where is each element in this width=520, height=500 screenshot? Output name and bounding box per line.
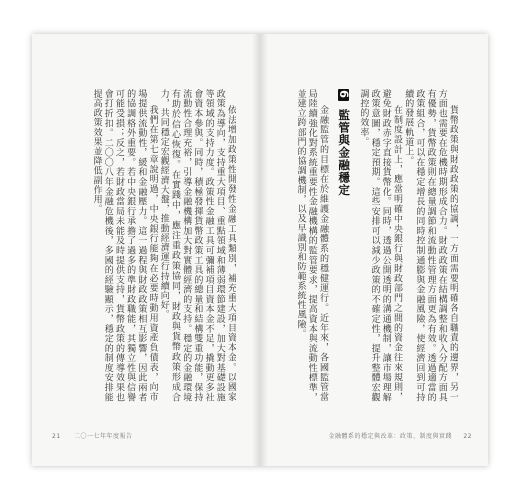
paragraph: 金融監管的目標在於維護金融體系的穩健運行。近年來，各國監管當局陸續強化對系統重要性金融機構的監管要求，提高資本與流動性標準，並建立跨部門的協調機制，以及早識別和防範系統性風險。: [295, 89, 328, 402]
left-page: [32, 34, 260, 466]
paragraph: 在制度設計上，應當明確中央銀行與財政部門之間的資金往來規則，避免財政赤字直接貨幣化。同時，透過公開透明的溝通機制，讓市場理解政策意圖，穩定預期。這些安排可以減少政策的不確定性，提升整體宏觀調控的效率。: [358, 89, 402, 402]
right-page-body: [282, 89, 458, 402]
section-heading: [337, 89, 352, 402]
running-footer: 二〇一七年年度報告: [74, 433, 133, 440]
book-gutter: [252, 34, 268, 466]
book-spread: [32, 34, 488, 466]
running-footer: 金融體系的穩定與改革：政策、制度與實踐: [328, 433, 452, 440]
paragraph: 依法增加政策性開發性金融工具類別，補充重大項目資本金。以國家政策為導向，支持重大項目、重點領域和薄弱環節建設，加大對基礎設施等領域的支持力度。政策性金融工具可彌補項目資本金不足，撬動更多社會資本參與。同時，積極發揮貨幣政策工具的總量和結構雙重功能，保持流動性合理充裕，引導金融機構加大對實體經濟的支持。穩定的金融環境有助於信心恢復。在實踐中，應注重政策協同，財政與貨幣政策形成合力，共同穩定宏觀經濟大盤，推動經濟運行持續向好。: [158, 89, 236, 402]
paragraph: 我們在第七章說明過，中央銀行能夠在必要時動用資產負債表，向市場提供流動性，緩和金融壓力。這一過程與財政政策相互影響，因此兩者的協調格外重要。若中央銀行承擔了過多的準財政職能，其獨立性與信譽可能受損；反之，若財政當局未能及時提供支持，貨幣政策的傳導效果也會打折扣。二〇〇八年金融危機後，多國的經驗顯示，穩定的制度安排能提高政策效果並降低副作用。: [91, 89, 158, 402]
left-page-body: [66, 89, 236, 402]
page-number: 21: [52, 433, 61, 440]
page-number: 22: [463, 433, 472, 440]
paragraph: 貨幣政策與財政政策的協調，一方面需要明確各自職責的邊界，另一方面也需要在危機時期形成合力。財政政策在結構調整和收入分配方面具有優勢，貨幣政策則在總量調節和流動性管理方面更為有效。透過適當的政策組合，可以在穩定增長的同時控制通膨與金融風險，使經濟回到可持續的發展軌道上。: [403, 89, 458, 402]
right-page: [260, 34, 488, 466]
section-title: 監管與金融穩定: [337, 109, 352, 197]
section-number: 6: [337, 90, 352, 100]
